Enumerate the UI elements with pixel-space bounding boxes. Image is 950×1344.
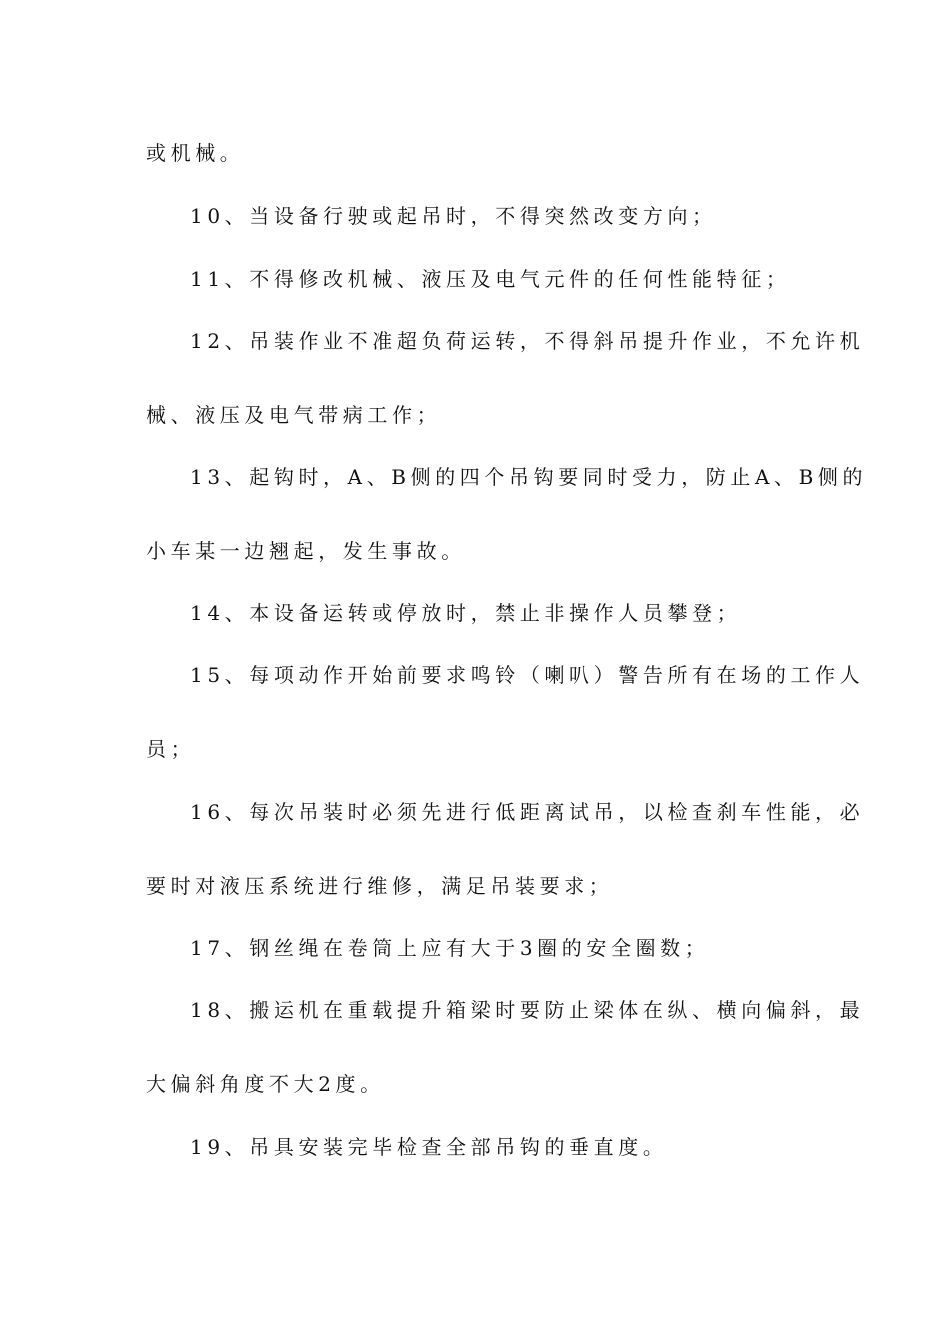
list-item-14: 14、本设备运转或停放时，禁止非操作人员攀登； (190, 601, 742, 625)
list-item-16-continuation: 要时对液压系统进行维修，满足吊装要求； (146, 874, 614, 898)
list-item-18-continuation: 大偏斜角度不大2度。 (146, 1072, 385, 1096)
list-item-19: 19、吊具安装完毕检查全部吊钩的垂直度。 (190, 1135, 668, 1159)
list-item-12: 12、吊装作业不准超负荷运转，不得斜吊提升作业，不允许机 (190, 329, 865, 353)
list-item-10: 10、当设备行驶或起吊时，不得突然改变方向； (190, 204, 717, 228)
list-item-11: 11、不得修改机械、液压及电气元件的任何性能特征； (190, 267, 791, 291)
list-item-12-continuation: 械、液压及电气带病工作； (146, 403, 442, 427)
list-item-18: 18、搬运机在重载提升箱梁时要防止梁体在纵、横向偏斜，最 (190, 998, 865, 1022)
list-item-17: 17、钢丝绳在卷筒上应有大于3圈的安全圈数； (190, 936, 710, 960)
list-item-15: 15、每项动作开始前要求鸣铃（喇叭）警告所有在场的工作人 (190, 663, 865, 687)
list-item-13-continuation: 小车某一边翘起，发生事故。 (146, 539, 466, 563)
text-line-continuation: 或机械。 (146, 141, 245, 165)
list-item-13: 13、起钩时，A、B侧的四个吊钩要同时受力，防止A、B侧的 (190, 465, 868, 489)
list-item-15-continuation: 员； (146, 737, 196, 761)
list-item-16: 16、每次吊装时必须先进行低距离试吊，以检查刹车性能，必 (190, 800, 865, 824)
